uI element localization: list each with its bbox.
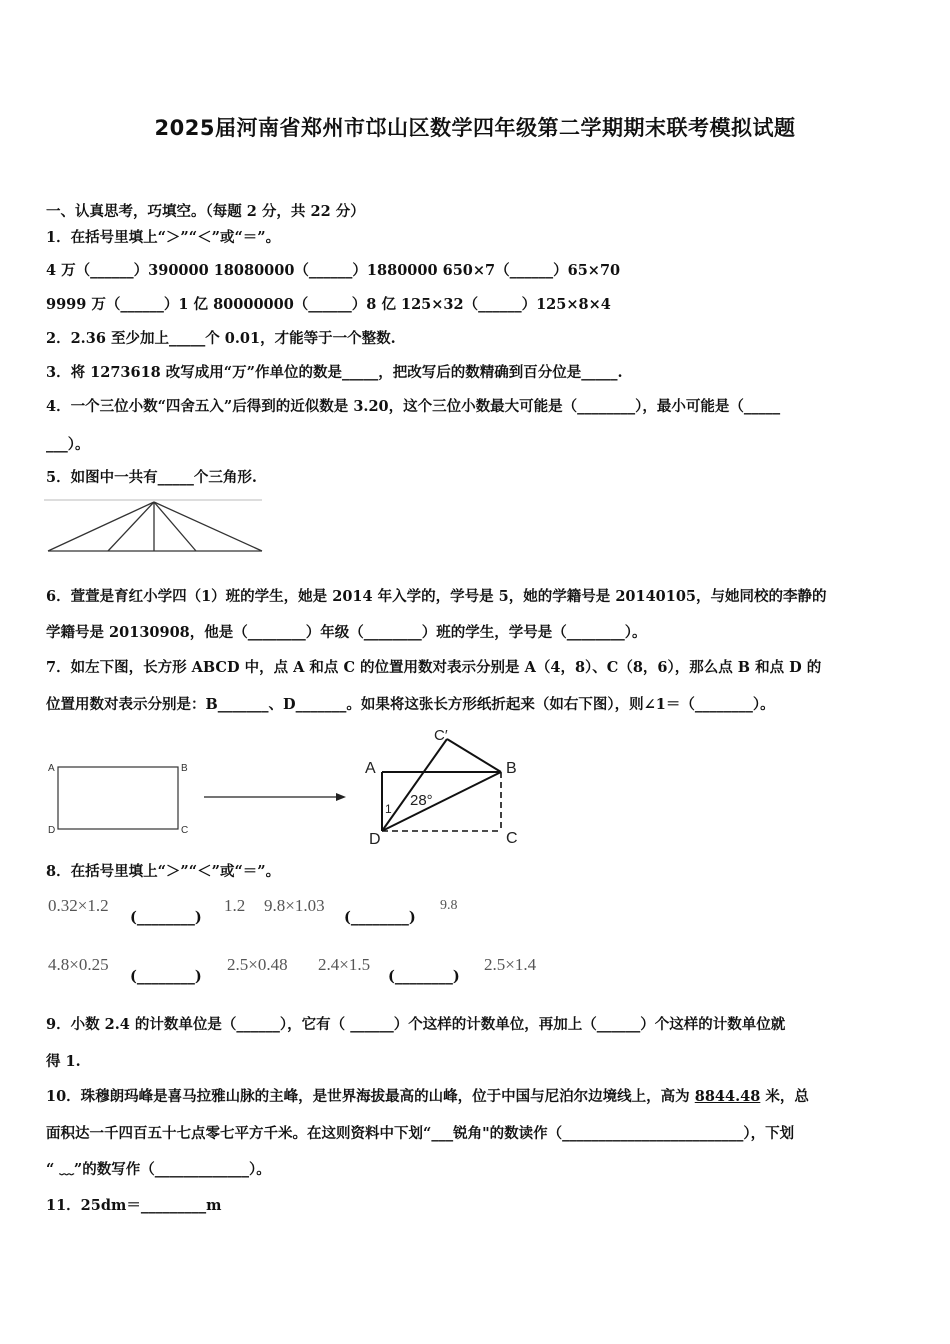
angle-1-label: 1 — [385, 802, 392, 816]
q8-item-1-right: 1.2 — [224, 896, 246, 915]
question-1-row-1: 4 万（______）390000 18080000（______）1880000 650×7（______）65×70 — [46, 262, 621, 279]
angle-value-label: 28° — [410, 792, 433, 809]
question-5: 5．如图中一共有_____个三角形. — [46, 469, 257, 486]
q8-item-1-answer[interactable]: (________) — [130, 909, 202, 926]
question-8: 8．在括号里填上“＞”“＜”或“＝”。 — [46, 863, 281, 880]
q8-item-4-answer[interactable]: (________) — [388, 968, 460, 985]
question-7-line-1: 7．如左下图，长方形 ABCD 中，点 A 和点 C 的位置用数对表示分别是 A（4，8）、C（8，6），那么点 B 和点 D 的 — [46, 659, 822, 676]
page-title: 2025届河南省郑州市邙山区数学四年级第二学期期末联考模拟试题 — [154, 116, 796, 140]
question-2: 2．2.36 至少加上_____个 0.01，才能等于一个整数. — [46, 330, 396, 347]
question-6-line-1: 6．萱萱是育红小学四（1）班的学生，她是 2014 年入学的，学号是 5，她的学籍号是 20140105，与她同校的李静的 — [46, 588, 827, 605]
q8-item-2-answer[interactable]: (________) — [344, 909, 416, 926]
q10-text-b: 米，总 — [760, 1088, 809, 1105]
right-label-c-prime: C′ — [434, 727, 448, 744]
right-label-b: B — [506, 760, 517, 777]
question-3: 3．将 1273618 改写成用“万”作单位的数是_____，把改写后的数精确到百分位是_____. — [46, 364, 623, 381]
q10-height-number: 8844.48 — [694, 1088, 761, 1105]
q8-item-3-left: 4.8×0.25 — [48, 955, 109, 974]
left-label-b: B — [181, 763, 188, 774]
q8-item-2-left: 9.8×1.03 — [264, 896, 325, 915]
question-6-line-2: 学籍号是 20130908，他是（________）年级（________）班的学生，学号是（________）。 — [46, 624, 647, 641]
question-9-line-1: 9．小数 2.4 的计数单位是（______），它有（ ______）个这样的计数单位，再加上（______）个这样的计数单位就 — [46, 1016, 786, 1033]
right-label-a: A — [365, 760, 376, 777]
q8-item-3-right: 2.5×0.48 — [227, 955, 288, 974]
question-4-line-2: ___）。 — [46, 436, 90, 453]
q8-item-1-left: 0.32×1.2 — [48, 896, 109, 915]
question-9-line-2: 得 1. — [46, 1053, 81, 1070]
question-10-line-2: 面积达一千四百五十七点零七平方千米。在这则资料中下划“___锐角"的数读作（_________________________），下划 — [46, 1125, 795, 1142]
question-1-row-2: 9999 万（______）1 亿 80000000（______）8 亿 125×32（______）125×8×4 — [46, 296, 611, 313]
q8-item-3-answer[interactable]: (________) — [130, 968, 202, 985]
left-label-d: D — [48, 825, 56, 836]
q8-item-2-right: 9.8 — [440, 898, 458, 913]
triangle-figure — [44, 498, 266, 556]
q8-item-4-right: 2.5×1.4 — [484, 955, 537, 974]
question-7-line-2: 位置用数对表示分别是：B_______、D_______。如果将这张长方形纸折起来（如右下图），则∠1＝（________）。 — [46, 696, 775, 713]
left-label-a: A — [48, 763, 55, 774]
question-10-line-1 — [46, 1087, 906, 1107]
right-label-c: C — [506, 830, 518, 847]
section-heading: 一、认真思考，巧填空。（每题 2 分，共 22 分） — [46, 203, 365, 220]
question-4-line-1: 4．一个三位小数“四舍五入”后得到的近似数是 3.20，这个三位小数最大可能是（________），最小可能是（_____ — [46, 398, 781, 415]
q10-text-a: 10．珠穆朗玛峰是喜马拉雅山脉的主峰，是世界海拔最高的山峰，位于中国与尼泊尔边境线上，高为 — [46, 1088, 695, 1105]
question-1: 1．在括号里填上“＞”“＜”或“＝”。 — [46, 229, 281, 246]
rectangle-fold-figure — [44, 727, 524, 852]
right-label-d: D — [369, 831, 381, 848]
q8-item-4-left: 2.4×1.5 — [318, 955, 371, 974]
left-label-c: C — [181, 825, 189, 836]
question-11: 11．25dm＝_________m — [46, 1197, 222, 1214]
question-10-line-3: “ ﹏”的数写作（_____________）。 — [46, 1161, 271, 1178]
